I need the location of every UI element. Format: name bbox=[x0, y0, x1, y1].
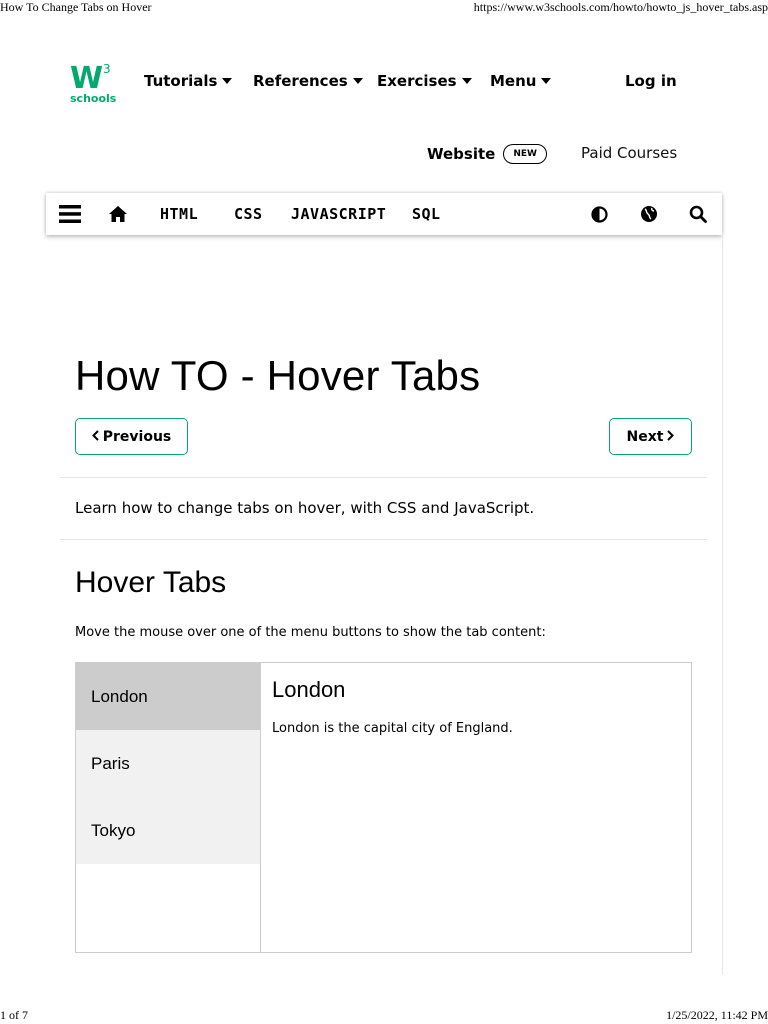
css-link[interactable]: CSS bbox=[234, 205, 263, 223]
content-border bbox=[722, 235, 723, 975]
print-footer bbox=[0, 1008, 768, 1024]
tab-london[interactable]: London bbox=[76, 663, 260, 730]
page-title: How TO - Hover Tabs bbox=[75, 352, 481, 399]
chevron-right-icon bbox=[667, 429, 674, 445]
logo-sup: 3 bbox=[103, 62, 111, 76]
tab-content bbox=[272, 677, 513, 736]
references-label: References bbox=[253, 72, 348, 90]
paid-courses-label: Paid Courses bbox=[581, 144, 678, 162]
exercises-menu[interactable] bbox=[377, 72, 472, 90]
next-label: Next bbox=[626, 428, 664, 445]
login-label: Log in bbox=[625, 72, 677, 90]
previous-label: Previous bbox=[102, 428, 172, 445]
logo-sub: schools bbox=[70, 92, 116, 105]
previous-button[interactable] bbox=[75, 418, 188, 455]
menu-dropdown[interactable] bbox=[490, 72, 551, 90]
next-button[interactable] bbox=[609, 418, 692, 455]
print-datetime: 1/25/2022, 11:42 PM bbox=[666, 1008, 768, 1022]
print-header bbox=[0, 0, 768, 16]
home-icon[interactable] bbox=[108, 193, 128, 235]
section-description: Move the mouse over one of the menu buttons to show the tab content: bbox=[75, 625, 546, 640]
print-page-counter: 1 of 7 bbox=[0, 1008, 28, 1022]
hover-tabs-demo bbox=[75, 662, 692, 953]
search-icon[interactable] bbox=[689, 193, 707, 235]
section-title: Hover Tabs bbox=[75, 566, 227, 599]
chevron-left-icon bbox=[92, 429, 99, 445]
subject-toolbar bbox=[46, 193, 722, 235]
tab-content-text: London is the capital city of England. bbox=[272, 721, 513, 736]
caret-down-icon bbox=[222, 78, 232, 84]
logo-main: W bbox=[70, 61, 104, 96]
website-label: Website bbox=[427, 145, 496, 163]
paid-courses-link[interactable] bbox=[581, 144, 677, 162]
new-badge: NEW bbox=[503, 144, 547, 164]
javascript-link[interactable]: JAVASCRIPT bbox=[291, 205, 387, 223]
tutorials-menu[interactable] bbox=[144, 72, 232, 90]
website-link[interactable] bbox=[427, 144, 547, 164]
print-page-title: How To Change Tabs on Hover bbox=[0, 0, 152, 14]
sql-link[interactable]: SQL bbox=[412, 205, 441, 223]
print-url: https://www.w3schools.com/howto/howto_js_hover_tabs.asp bbox=[473, 0, 768, 14]
globe-icon[interactable] bbox=[640, 193, 658, 235]
caret-down-icon bbox=[353, 78, 363, 84]
menu-label: Menu bbox=[490, 72, 537, 90]
caret-down-icon bbox=[462, 78, 472, 84]
tab-list bbox=[76, 663, 261, 952]
contrast-icon[interactable] bbox=[591, 193, 608, 235]
exercises-label: Exercises bbox=[377, 72, 457, 90]
tab-paris[interactable]: Paris bbox=[76, 730, 260, 797]
tab-content-title: London bbox=[272, 677, 346, 702]
divider bbox=[60, 539, 707, 540]
caret-down-icon bbox=[541, 78, 551, 84]
html-link[interactable]: HTML bbox=[160, 205, 199, 223]
top-navigation bbox=[0, 72, 768, 96]
references-menu[interactable] bbox=[253, 72, 363, 90]
tutorials-label: Tutorials bbox=[144, 72, 218, 90]
intro-text: Learn how to change tabs on hover, with CSS and JavaScript. bbox=[75, 499, 535, 517]
divider bbox=[60, 477, 707, 478]
menu-icon[interactable] bbox=[59, 193, 81, 235]
login-link[interactable] bbox=[625, 72, 677, 90]
secondary-navigation bbox=[0, 144, 768, 170]
tab-tokyo[interactable]: Tokyo bbox=[76, 797, 260, 864]
